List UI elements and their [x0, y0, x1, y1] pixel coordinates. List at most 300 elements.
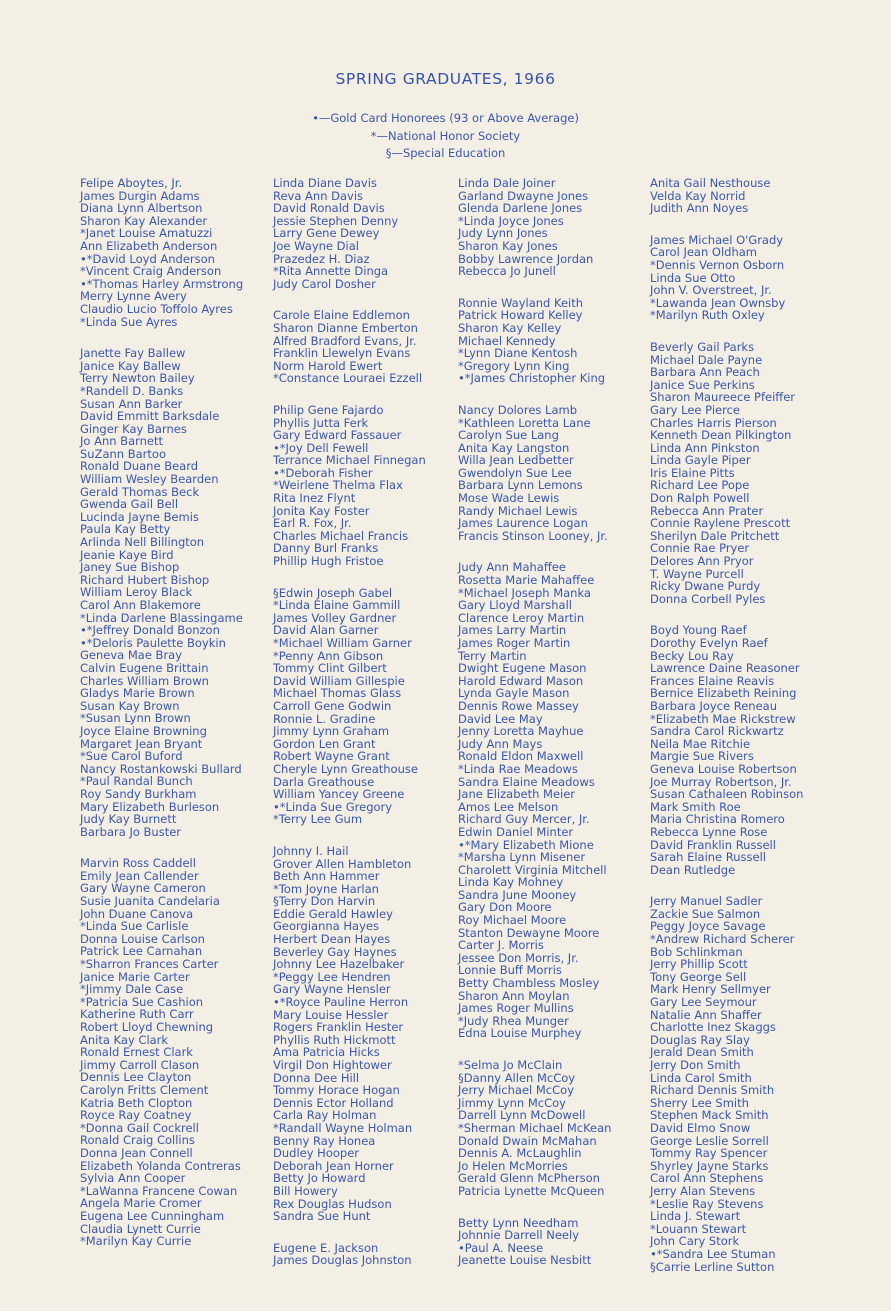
graduate-name: Jerry Manuel Sadler	[650, 894, 763, 909]
graduate-name: Michael Kennedy	[458, 333, 556, 348]
graduate-name: *Gregory Lynn King	[458, 358, 570, 373]
graduate-name: Barbara Jo Buster	[80, 824, 182, 839]
graduate-name: Phyllis Ruth Hickmott	[273, 1032, 396, 1047]
graduate-name: Franklin Llewelyn Evans	[273, 346, 411, 361]
graduate-name: Ronald Duane Beard	[80, 459, 199, 474]
graduate-name: Connie Raylene Prescott	[650, 516, 791, 531]
graduate-name: Margie Sue Rivers	[650, 749, 754, 764]
graduate-name: Patrick Lee Carnahan	[80, 944, 203, 959]
graduate-name: §Edwin Joseph Gabel	[273, 585, 393, 600]
graduate-name: Betty Jo Howard	[273, 1171, 366, 1186]
graduate-name: James Michael O'Grady	[650, 232, 784, 247]
graduate-name: Edwin Daniel Minter	[458, 824, 574, 839]
graduate-name: *Tom Joyne Harlan	[273, 881, 379, 896]
graduate-name: Garland Dwayne Jones	[458, 188, 589, 203]
graduate-name: Reva Ann Davis	[273, 188, 364, 203]
graduate-name: Alfred Bradford Evans, Jr.	[273, 333, 417, 348]
graduate-name: Stephen Mack Smith	[650, 1108, 769, 1123]
graduate-name: John Cary Stork	[650, 1234, 740, 1249]
graduate-name: Benny Ray Honea	[273, 1133, 376, 1148]
graduate-name: Darla Greathouse	[273, 774, 375, 789]
graduate-name: •*Sandra Lee Stuman	[650, 1246, 776, 1261]
graduate-name: Gary Edward Fassauer	[273, 428, 402, 443]
graduate-name: Donna Jean Connell	[80, 1145, 193, 1160]
graduate-name: Virgil Don Hightower	[273, 1058, 392, 1072]
graduate-name: James Larry Martin	[458, 623, 567, 638]
graduate-name: *Randell D. Banks	[80, 383, 184, 398]
graduate-name: Linda Sue Otto	[650, 270, 736, 285]
graduate-name: Carole Elaine Eddlemon	[273, 308, 410, 323]
graduate-name: Carolyn Fritts Clement	[80, 1082, 209, 1097]
name-group	[458, 1059, 668, 1198]
graduate-name: Linda Carol Smith	[650, 1070, 752, 1085]
graduate-name: Sylvia Ann Cooper	[80, 1171, 186, 1186]
graduate-name: George Leslie Sorrell	[650, 1133, 769, 1148]
graduate-name: Michael Dale Payne	[650, 352, 763, 367]
graduate-name: William Yancey Greene	[273, 787, 405, 802]
graduate-name: Katria Beth Clopton	[80, 1095, 193, 1110]
name-group	[458, 561, 668, 1040]
graduate-name: Carol Ann Blakemore	[80, 598, 201, 612]
graduate-name: Robert Wayne Grant	[273, 749, 390, 764]
graduate-name: Jeanette Louise Nesbitt	[458, 1253, 592, 1268]
graduate-name: Betty Chambless Mosley	[458, 976, 600, 991]
name-group	[273, 309, 483, 385]
graduate-name: Susan Kay Brown	[80, 698, 180, 713]
graduate-name: David Franklin Russell	[650, 837, 776, 852]
graduate-name: Bill Howery	[273, 1183, 338, 1198]
graduate-name: Danny Burl Franks	[273, 541, 379, 556]
graduate-name: Sarah Elaine Russell	[650, 850, 766, 865]
graduate-name: SuZann Bartoo	[80, 446, 166, 461]
graduate-name: Darrell Lynn McDowell	[458, 1108, 586, 1123]
graduate-name: *Marilyn Ruth Oxley	[650, 308, 765, 323]
graduate-name: *Weirlene Thelma Flax	[273, 478, 403, 493]
graduate-name: Larry Gene Dewey	[273, 226, 380, 241]
graduate-name: Gerald Glenn McPherson	[458, 1171, 600, 1186]
graduate-name: William Leroy Black	[80, 585, 193, 600]
graduate-name: Janice Marie Carter	[80, 969, 190, 984]
graduate-name: Prazedez H. Diaz	[273, 251, 370, 266]
graduate-name: Judy Carol Dosher	[273, 276, 376, 291]
graduate-name: Bobby Lawrence Jordan	[458, 251, 594, 266]
graduate-name: Jerry Michael McCoy	[458, 1083, 574, 1098]
graduate-name: Barbara Lynn Lemons	[458, 478, 583, 493]
graduate-name: *Linda Joyce Jones	[458, 213, 564, 228]
graduate-name: Claudia Lynett Currie	[80, 1221, 201, 1236]
graduate-name: Ama Patricia Hicks	[273, 1045, 380, 1060]
graduate-name: Carter J. Morris	[458, 938, 544, 953]
graduate-name: Charles Michael Francis	[273, 528, 409, 543]
graduate-name: Janice Kay Ballew	[80, 358, 181, 373]
graduate-name: Jessee Don Morris, Jr.	[458, 950, 579, 965]
name-group	[458, 297, 668, 385]
graduate-name: Donald Dwain McMahan	[458, 1133, 597, 1148]
name-group	[80, 177, 290, 328]
name-group	[80, 857, 290, 1247]
graduate-name: Willa Jean Ledbetter	[458, 453, 574, 468]
name-group	[458, 404, 668, 543]
graduate-name: Rex Douglas Hudson	[273, 1196, 392, 1211]
graduate-name: Gary Lee Seymour	[650, 995, 757, 1010]
graduate-name: *Linda Rae Meadows	[458, 761, 578, 776]
graduate-name: Anita Kay Langston	[458, 440, 570, 455]
graduate-name: Gladys Marie Brown	[80, 686, 195, 701]
graduate-name: Sandra Carol Rickwartz	[650, 724, 784, 739]
graduate-name: Anita Gail Nesthouse	[650, 176, 771, 190]
graduate-name: Mose Wade Lewis	[458, 491, 560, 506]
graduate-name: *Linda Darlene Blassingame	[80, 610, 243, 625]
graduate-name: Jerry Phillip Scott	[650, 957, 748, 972]
graduate-name: Charlotte Inez Skaggs	[650, 1020, 776, 1035]
name-group	[458, 1217, 668, 1267]
graduate-name: Kenneth Dean Pilkington	[650, 428, 792, 443]
graduate-name: David William Gillespie	[273, 673, 405, 688]
graduate-name: *Terry Lee Gum	[273, 812, 363, 827]
graduate-name: Barbara Joyce Reneau	[650, 698, 777, 713]
graduate-name: Roy Sandy Burkham	[80, 786, 197, 801]
graduate-name: Bob Schlinkman	[650, 944, 743, 959]
graduate-name: *Marsha Lynn Misener	[458, 850, 586, 865]
graduate-name: Don Ralph Powell	[650, 491, 750, 506]
graduate-name: Judy Ann Mays	[458, 736, 543, 751]
graduate-name: Jeanie Kaye Bird	[80, 547, 174, 562]
graduate-name: Ann Elizabeth Anderson	[80, 238, 218, 253]
graduate-name: *Sherman Michael McKean	[458, 1120, 612, 1135]
graduate-name: *Selma Jo McClain	[458, 1058, 563, 1072]
graduate-name: *Elizabeth Mae Rickstrew	[650, 711, 796, 726]
graduate-name: *Linda Sue Carlisle	[80, 919, 189, 934]
graduate-name: Shyrley Jayne Starks	[650, 1158, 769, 1173]
graduate-name: *Dennis Vernon Osborn	[650, 257, 785, 272]
graduate-name: *Linda Elaine Gammill	[273, 598, 401, 613]
graduate-name: *Randall Wayne Holman	[273, 1120, 413, 1135]
graduate-name: Nancy Rostankowski Bullard	[80, 761, 242, 776]
graduate-name: Tommy Clint Gilbert	[273, 661, 387, 676]
name-group	[650, 895, 860, 1273]
graduate-name: James Roger Mullins	[458, 1001, 574, 1016]
graduate-name: Charles Harris Pierson	[650, 415, 777, 430]
graduate-name: Judy Kay Burnett	[80, 812, 177, 827]
graduate-name: Gwendolyn Sue Lee	[458, 465, 572, 480]
graduate-name: Sharon Kay Alexander	[80, 213, 208, 228]
graduate-name: Janey Sue Bishop	[80, 560, 180, 575]
graduate-name: Sharon Ann Moylan	[458, 988, 570, 1003]
graduate-name: Bernice Elizabeth Reining	[650, 686, 797, 701]
graduate-name: *Linda Sue Ayres	[80, 314, 178, 329]
graduate-name: *Peggy Lee Hendren	[273, 969, 391, 984]
graduate-name: §Carrie Lerline Sutton	[650, 1259, 775, 1274]
graduate-name: Sandra Sue Hunt	[273, 1209, 371, 1224]
graduate-name: Clarence Leroy Martin	[458, 610, 585, 625]
graduate-name: *Kathleen Loretta Lane	[458, 415, 591, 430]
graduate-name: Jerry Alan Stevens	[650, 1183, 756, 1198]
graduate-name: *Jimmy Dale Case	[80, 982, 184, 997]
graduate-name: *Susan Lynn Brown	[80, 711, 191, 726]
graduate-name: Joyce Elaine Browning	[80, 723, 207, 738]
graduate-name: Maria Christina Romero	[650, 812, 785, 827]
graduate-name: §Danny Allen McCoy	[458, 1070, 576, 1085]
graduate-name: Gordon Len Grant	[273, 736, 376, 751]
graduate-name: Ricky Dwane Purdy	[650, 579, 761, 594]
graduate-name: Rita Inez Flynt	[273, 491, 356, 506]
graduate-name: Donna Louise Carlson	[80, 931, 205, 946]
graduate-name: *Marilyn Kay Currie	[80, 1234, 192, 1249]
graduate-name: Tony George Sell	[650, 969, 747, 984]
graduate-name: Terry Newton Bailey	[80, 371, 195, 386]
graduate-name: Beverly Gail Parks	[650, 339, 755, 354]
graduate-name: Joe Murray Robertson, Jr.	[650, 774, 792, 789]
graduate-name: David Lee May	[458, 711, 543, 726]
graduate-name: Charles William Brown	[80, 673, 209, 688]
graduate-name: Iris Elaine Pitts	[650, 465, 735, 480]
graduate-name: Arlinda Nell Billington	[80, 535, 205, 550]
graduate-name: Beth Ann Hammer	[273, 869, 380, 884]
legend-honor-society: *—National Honor Society	[370, 128, 521, 143]
graduate-name: Gary Don Moore	[458, 900, 552, 915]
graduate-name: David Ronald Davis	[273, 201, 385, 216]
graduate-name: Tommy Horace Hogan	[273, 1083, 400, 1098]
graduate-name: Susan Ann Barker	[80, 396, 183, 411]
graduate-name: Dennis Rowe Massey	[458, 698, 579, 713]
graduate-name: Terrance Michael Finnegan	[273, 453, 426, 468]
graduate-name: Susie Juanita Candelaria	[80, 894, 220, 909]
graduate-name: Dennis A. McLaughlin	[458, 1146, 582, 1161]
graduate-name: Emily Jean Callender	[80, 868, 199, 883]
graduate-name: •*Deborah Fisher	[273, 465, 373, 480]
page-title: SPRING GRADUATES, 1966	[335, 70, 556, 88]
graduate-name: Johnny Lee Hazelbaker	[273, 957, 405, 972]
graduate-name: Judy Ann Mahaffee	[458, 560, 566, 575]
name-group	[273, 1242, 483, 1267]
graduate-name: James Laurence Logan	[458, 516, 588, 531]
graduate-name: Lynda Gayle Mason	[458, 686, 570, 701]
graduate-name: *Andrew Richard Scherer	[650, 932, 795, 947]
graduate-name: Rebecca Jo Junell	[458, 264, 556, 279]
graduate-name: *Sharron Frances Carter	[80, 957, 219, 972]
graduate-name: Felipe Aboytes, Jr.	[80, 176, 183, 190]
graduate-name: Merry Lynne Avery	[80, 289, 187, 304]
graduate-name: Johnnie Darrell Neely	[458, 1228, 579, 1243]
graduate-name: Linda Dale Joiner	[458, 176, 556, 190]
graduate-name: *LaWanna Francene Cowan	[80, 1183, 238, 1198]
names-column-1	[80, 177, 290, 1267]
graduate-name: Gwenda Gail Bell	[80, 497, 179, 512]
graduate-name: Zackie Sue Salmon	[650, 906, 761, 921]
graduate-name: •*Jeffrey Donald Bonzon	[80, 623, 220, 638]
graduate-name: Janice Sue Perkins	[650, 377, 755, 392]
legend-gold-card: •—Gold Card Honorees (93 or Above Average)	[312, 111, 579, 125]
graduate-name: Lonnie Buff Morris	[458, 963, 562, 978]
graduate-name: Carol Jean Oldham	[650, 245, 757, 260]
graduate-name: Douglas Ray Slay	[650, 1032, 750, 1047]
graduate-name: Gary Lee Pierce	[650, 402, 740, 417]
graduate-name: Sandra June Mooney	[458, 887, 577, 902]
graduate-name: *Leslie Ray Stevens	[650, 1196, 764, 1211]
name-group	[650, 234, 860, 322]
graduate-name: *Rita Annette Dinga	[273, 264, 389, 279]
graduate-name: *Janet Louise Amatuzzi	[80, 226, 213, 241]
graduate-name: Margaret Jean Bryant	[80, 736, 203, 751]
graduate-name: Angela Marie Cromer	[80, 1196, 202, 1211]
graduate-name: Edna Louise Murphey	[458, 1026, 582, 1041]
graduate-name: James Durgin Adams	[80, 188, 200, 203]
graduate-name: David Elmo Snow	[650, 1120, 751, 1135]
graduate-name: Sharon Maureece Pfeiffer	[650, 390, 796, 405]
graduate-name: Cheryle Lynn Greathouse	[273, 761, 418, 776]
graduate-name: Beverley Gay Haynes	[273, 944, 397, 959]
graduate-name: William Wesley Bearden	[80, 472, 219, 487]
graduate-name: Claudio Lucio Toffolo Ayres	[80, 301, 233, 316]
graduate-name: Sandra Elaine Meadows	[458, 774, 595, 789]
graduate-name: Ginger Kay Barnes	[80, 421, 187, 436]
graduate-name: Geneva Mae Bray	[80, 648, 183, 663]
graduate-name: Geneva Louise Robertson	[650, 761, 797, 776]
graduate-name: Glenda Darlene Jones	[458, 201, 583, 216]
graduate-name: •*David Loyd Anderson	[80, 251, 215, 266]
names-column-2	[273, 177, 483, 1286]
graduate-name: *Patricia Sue Cashion	[80, 994, 204, 1009]
graduate-name: David Emmitt Barksdale	[80, 409, 220, 424]
graduate-name: *Michael William Garner	[273, 636, 412, 650]
graduate-name: Becky Lou Ray	[650, 648, 734, 663]
legend-special-education: §—Special Education	[385, 146, 506, 160]
graduate-name: *Paul Randal Bunch	[80, 774, 193, 789]
graduate-name: •*Mary Elizabeth Mione	[458, 837, 594, 852]
graduate-name: Gary Lloyd Marshall	[458, 598, 572, 613]
graduate-name: Sharon Kay Jones	[458, 238, 558, 253]
name-group	[273, 587, 483, 826]
graduate-name: Rosetta Marie Mahaffee	[458, 573, 595, 588]
graduate-name: Dwight Eugene Mason	[458, 661, 587, 676]
graduate-name: •*Joy Dell Fewell	[273, 440, 369, 455]
graduate-name: Amos Lee Melson	[458, 799, 559, 814]
graduate-name: Sherilyn Dale Pritchett	[650, 528, 780, 543]
graduate-name: §Terry Don Harvin	[273, 894, 376, 909]
graduate-name: Boyd Young Raef	[650, 623, 747, 638]
graduate-name: Norm Harold Ewert	[273, 358, 383, 373]
graduate-name: Deborah Jean Horner	[273, 1158, 394, 1173]
graduate-name: Frances Elaine Reavis	[650, 673, 775, 688]
graduate-name: *Lawanda Jean Ownsby	[650, 295, 786, 310]
graduate-name: James Douglas Johnston	[273, 1253, 412, 1268]
graduate-name: Dorothy Evelyn Raef	[650, 636, 768, 650]
graduate-name: Jenny Loretta Mayhue	[458, 724, 584, 739]
graduate-name: Patricia Lynette McQueen	[458, 1183, 605, 1198]
graduate-name: Mark Smith Roe	[650, 799, 741, 814]
graduate-name: David Alan Garner	[273, 623, 379, 638]
graduate-name: Eugena Lee Cunningham	[80, 1208, 225, 1223]
graduate-name: Carol Ann Stephens	[650, 1171, 764, 1186]
graduate-name: Richard Lee Pope	[650, 478, 750, 493]
graduate-name: Sherry Lee Smith	[650, 1095, 749, 1110]
graduate-name: Ronald Eldon Maxwell	[458, 749, 584, 764]
graduate-name: Katherine Ruth Carr	[80, 1007, 194, 1022]
graduate-name: John Duane Canova	[80, 906, 194, 921]
graduate-name: Tommy Ray Spencer	[650, 1146, 768, 1161]
graduate-name: Connie Rae Pryer	[650, 541, 750, 556]
graduate-name: Philip Gene Fajardo	[273, 402, 384, 417]
graduate-name: *Lynn Diane Kentosh	[458, 346, 578, 361]
graduate-name: Dennis Ector Holland	[273, 1095, 394, 1110]
graduate-name: *Louann Stewart	[650, 1221, 747, 1236]
graduate-name: Eugene E. Jackson	[273, 1240, 379, 1255]
graduate-name: Ronald Craig Collins	[80, 1133, 195, 1148]
name-group	[650, 177, 860, 215]
graduate-name: *Penny Ann Gibson	[273, 648, 384, 663]
graduate-name: Jimmy Lynn Graham	[273, 724, 390, 739]
graduate-name: Jessie Stephen Denny	[273, 213, 399, 228]
graduate-name: Royce Ray Coatney	[80, 1108, 192, 1123]
graduate-name: Charolett Virginia Mitchell	[458, 862, 607, 877]
graduate-name: Terry Martin	[458, 648, 527, 663]
graduate-name: Gary Wayne Hensler	[273, 982, 391, 997]
graduate-name: Randy Michael Lewis	[458, 503, 578, 518]
graduate-name: Velda Kay Norrid	[650, 188, 746, 203]
graduate-name: Judy Lynn Jones	[458, 226, 548, 241]
graduate-name: Elizabeth Yolanda Contreras	[80, 1158, 241, 1173]
graduate-name: Anita Kay Clark	[80, 1032, 169, 1047]
graduate-name: Joe Wayne Dial	[273, 238, 359, 253]
graduate-name: Linda Gayle Piper	[650, 453, 751, 468]
graduate-name: Donna Dee Hill	[273, 1070, 360, 1085]
graduate-name: Earl R. Fox, Jr.	[273, 516, 352, 531]
graduate-name: Janette Fay Ballew	[80, 346, 186, 361]
graduate-name: Ronald Ernest Clark	[80, 1045, 193, 1060]
graduate-name: Natalie Ann Shaffer	[650, 1007, 762, 1022]
graduate-name: •*Royce Pauline Herron	[273, 995, 409, 1010]
graduate-name: T. Wayne Purcell	[650, 566, 744, 581]
graduate-name: Jo Helen McMorries	[458, 1158, 568, 1173]
graduate-name: Linda Kay Mohney	[458, 875, 564, 890]
graduate-name: •*James Christopher King	[458, 371, 606, 386]
graduate-name: John V. Overstreet, Jr.	[650, 283, 772, 298]
graduate-name: Phillip Hugh Fristoe	[273, 554, 384, 569]
graduate-name: *Donna Gail Cockrell	[80, 1120, 199, 1135]
graduate-name: Marvin Ross Caddell	[80, 856, 196, 871]
graduate-name: Nancy Dolores Lamb	[458, 402, 577, 417]
graduate-name: •Paul A. Neese	[458, 1240, 544, 1255]
graduate-name: Lucinda Jayne Bemis	[80, 509, 199, 524]
graduate-name: Eddie Gerald Hawley	[273, 906, 393, 921]
graduate-name: Richard Guy Mercer, Jr.	[458, 812, 590, 827]
graduate-name: Francis Stinson Looney, Jr.	[458, 528, 608, 543]
graduate-name: Herbert Dean Hayes	[273, 932, 391, 947]
graduate-name: Linda Ann Pinkston	[650, 440, 760, 455]
graduate-name: Judith Ann Noyes	[650, 201, 749, 216]
name-group	[650, 341, 860, 605]
graduate-name: Carroll Gene Godwin	[273, 698, 392, 713]
graduate-name: Jimmy Lynn McCoy	[458, 1095, 566, 1110]
name-group	[458, 177, 668, 278]
graduate-name: Mary Louise Hessler	[273, 1007, 389, 1022]
graduate-name: Ronnie L. Gradine	[273, 711, 376, 726]
legend	[0, 110, 891, 163]
graduate-name: Susan Cathaleen Robinson	[650, 787, 804, 802]
graduate-name: Richard Dennis Smith	[650, 1083, 775, 1098]
graduate-name: Stanton Dewayne Moore	[458, 925, 600, 940]
graduate-name: Michael Thomas Glass	[273, 686, 402, 701]
graduate-name: •*Thomas Harley Armstrong	[80, 276, 244, 291]
graduate-name: •*Deloris Paulette Boykin	[80, 635, 226, 650]
graduate-name: Ronnie Wayland Keith	[458, 295, 584, 310]
name-group	[80, 347, 290, 838]
graduate-name: Dean Rutledge	[650, 862, 736, 877]
graduate-name: Jimmy Carroll Clason	[80, 1057, 200, 1072]
graduate-name: Barbara Ann Peach	[650, 365, 760, 380]
graduate-name: Patrick Howard Kelley	[458, 308, 583, 323]
graduate-name: Jo Ann Barnett	[80, 434, 164, 449]
